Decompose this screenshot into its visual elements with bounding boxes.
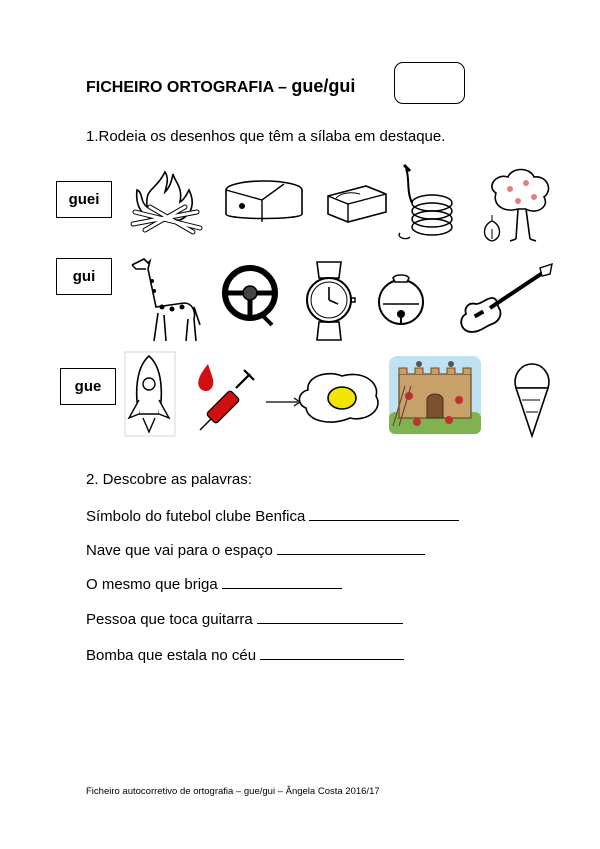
answer-blank[interactable] xyxy=(222,574,342,589)
answer-blank[interactable] xyxy=(260,645,404,660)
exercise1-instruction: 1.Rodeia os desenhos que têm a sílaba em destaque. xyxy=(86,128,446,145)
butter-icon[interactable] xyxy=(322,178,390,228)
blood-syringe-icon[interactable] xyxy=(192,360,266,436)
syllable-box-gui xyxy=(56,258,112,295)
syllable-label: gui xyxy=(72,268,96,285)
word-clue-row xyxy=(86,609,403,628)
hose-icon[interactable] xyxy=(396,165,460,243)
wristwatch-icon[interactable] xyxy=(303,258,355,342)
campfire-icon[interactable] xyxy=(125,162,210,242)
word-clue: O mesmo que briga xyxy=(86,576,218,593)
cherry-tree-garlic-icon[interactable] xyxy=(474,165,556,245)
syllable-label: guei xyxy=(68,191,100,208)
rocket-icon[interactable] xyxy=(121,352,179,436)
syllable-box-guei xyxy=(56,181,112,218)
fried-egg-icon[interactable] xyxy=(266,366,386,426)
guitar-icon[interactable] xyxy=(456,262,554,336)
title-suffix: gue/gui xyxy=(291,76,356,96)
word-clue-row xyxy=(86,540,425,559)
bell-icon[interactable] xyxy=(373,270,431,328)
steering-wheel-icon[interactable] xyxy=(222,265,280,329)
answer-blank[interactable] xyxy=(257,609,403,624)
answer-blank[interactable] xyxy=(309,506,459,521)
word-clue: Símbolo do futebol clube Benfica xyxy=(86,508,306,525)
word-clue: Nave que vai para o espaço xyxy=(86,542,273,559)
score-box[interactable] xyxy=(394,62,465,104)
page-title xyxy=(86,76,355,97)
title-text: FICHEIRO ORTOGRAFIA – xyxy=(86,79,287,96)
giraffe-icon[interactable] xyxy=(126,255,206,345)
word-clue: Pessoa que toca guitarra xyxy=(86,611,253,628)
word-clue: Bomba que estala no céu xyxy=(86,647,257,664)
syllable-label: gue xyxy=(74,378,102,395)
ice-cream-icon[interactable] xyxy=(510,360,554,438)
exercise2-instruction: 2. Descobre as palavras: xyxy=(86,471,252,488)
castle-battle-icon[interactable] xyxy=(389,356,481,434)
word-clue-row xyxy=(86,574,342,593)
answer-blank[interactable] xyxy=(277,540,425,555)
word-clue-row xyxy=(86,645,404,664)
footer-credit: Ficheiro autocorretivo de ortografia – gue/gui – Ângela Costa 2016/17 xyxy=(86,786,380,797)
cheese-icon[interactable] xyxy=(222,178,307,228)
syllable-box-gue xyxy=(60,368,116,405)
word-clue-row xyxy=(86,506,459,525)
